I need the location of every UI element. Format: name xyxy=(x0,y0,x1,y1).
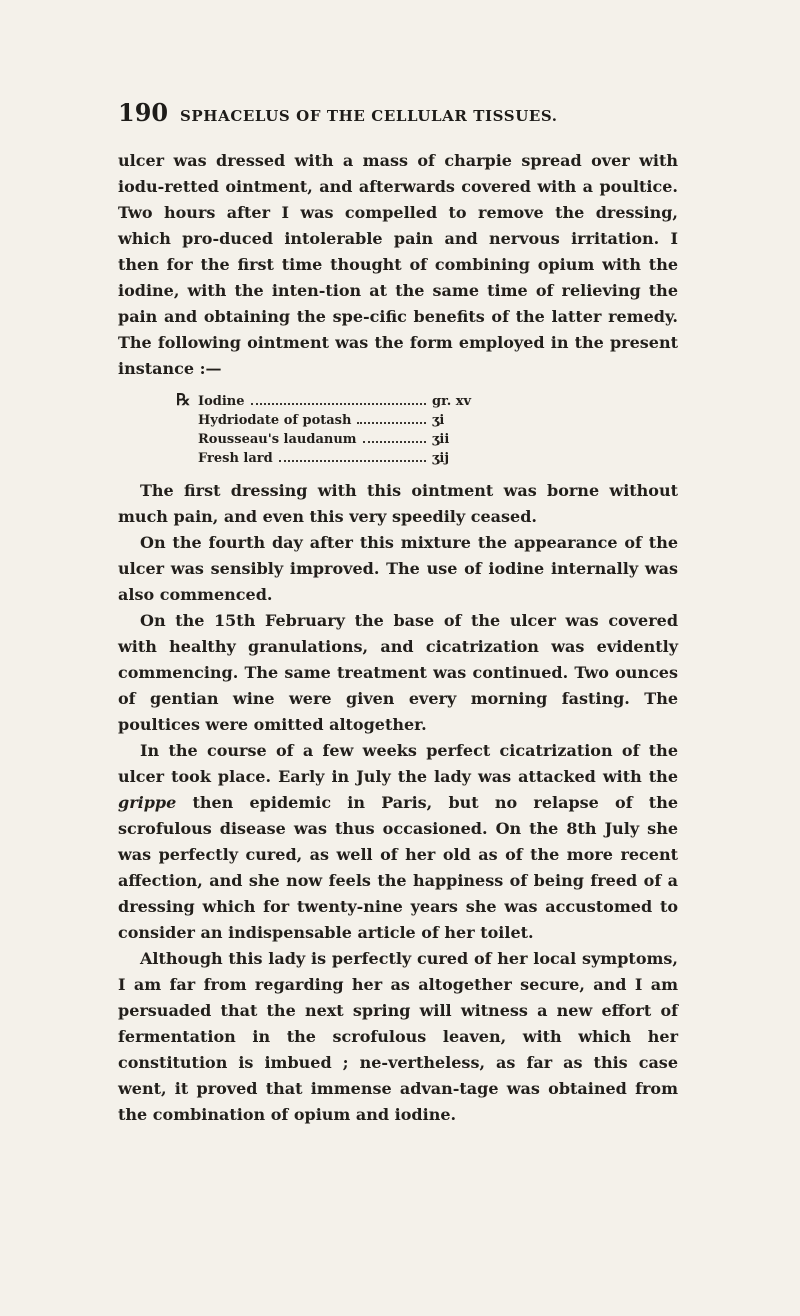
italic-term: grippe xyxy=(118,793,177,812)
dot-leader xyxy=(357,422,426,424)
ingredient-amount: ʒij xyxy=(432,451,450,466)
paragraph-4: On the 15th February the base of the ulcer was covered with healthy granulations, and cicatrization was evidently commencing. The same treatment was continued. Two ounces of gentian wine were given every morning fasting. The poultices were omitted altogether. xyxy=(118,611,678,734)
ingredient-amount: ʒi xyxy=(432,413,445,428)
dot-leader xyxy=(363,441,426,443)
ingredient-name: Hydriodate of potash xyxy=(198,413,352,428)
paragraph-5 xyxy=(118,738,678,946)
page-header xyxy=(118,98,678,127)
ingredient-name: Iodine xyxy=(198,394,245,409)
prescription-row xyxy=(176,430,476,449)
paragraph-5-text-a: In the course of a few weeks perfect cicatrization of the ulcer took place. Early in July the lady was attacked with the xyxy=(118,741,678,786)
prescription-row xyxy=(176,449,476,468)
page-number: 190 xyxy=(118,98,169,127)
running-head: SPHACELUS OF THE CELLULAR TISSUES. xyxy=(180,107,558,125)
dot-leader xyxy=(251,403,426,405)
prescription xyxy=(176,390,476,468)
body-text xyxy=(118,148,678,1128)
prescription-row xyxy=(176,411,476,430)
paragraph-6: Although this lady is perfectly cured of her local symptoms, I am far from regarding her as altogether secure, and I am persuaded that the next spring will witness a new effort of fermentation in the scrofulous leaven, with which her constitution is imbued ; ne-vertheless, as far as this case went, it proved that immense advan-tage was obtained from the combination of opium and iodine. xyxy=(118,949,678,1124)
paragraph-1: ulcer was dressed with a mass of charpie spread over with iodu-retted ointment, and afterwards covered with a poultice. Two hours after I was compelled to remove the dressing, which pro-duced intolerable pain and nervous irritation. I then for the first time thought of combining opium with the iodine, with the inten-tion at the same time of relieving the pain and obtaining the spe-cific benefits of the latter remedy. The following ointment was the form employed in the present instance :— xyxy=(118,151,678,378)
paragraph-2: The first dressing with this ointment was borne without much pain, and even this very speedily ceased. xyxy=(118,481,678,526)
ingredient-amount: ʒii xyxy=(432,432,450,447)
paragraph-3: On the fourth day after this mixture the appearance of the ulcer was sensibly improved. The use of iodine internally was also commenced. xyxy=(118,533,678,604)
dot-leader xyxy=(279,460,426,462)
prescription-row xyxy=(176,390,476,411)
ingredient-name: Rousseau's laudanum xyxy=(198,432,357,447)
rx-symbol: ℞ xyxy=(176,390,191,409)
ingredient-amount: gr. xv xyxy=(432,394,472,409)
ingredient-name: Fresh lard xyxy=(198,451,273,466)
paragraph-5-text-b: then epidemic in Paris, but no relapse of the scrofulous disease was thus occasioned. On the 8th July she was perfectly cured, as well of her old as of the more recent affection, and she now feels the happiness of being freed of a dressing which for twenty-nine years she was accustomed to consider an indispensable article of her toilet. xyxy=(118,793,678,942)
